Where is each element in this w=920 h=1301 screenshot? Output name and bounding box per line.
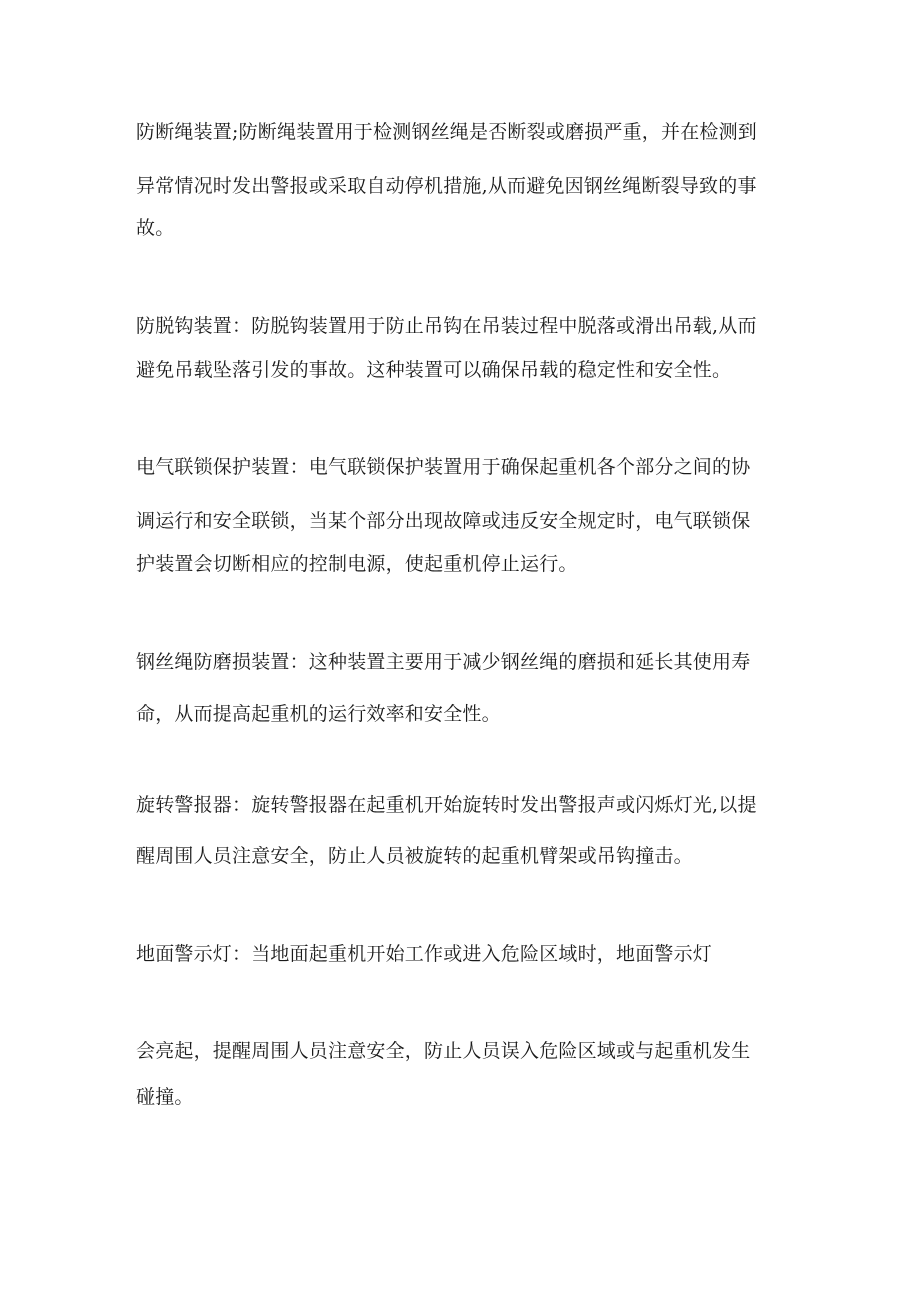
text-line: 护装置会切断相应的控制电源，使起重机停止运行。	[136, 553, 578, 575]
text-line: 异常情况时发出警报或采取自动停机措施,从而避免因钢丝绳断裂导致的事	[136, 175, 757, 197]
text-line: 防脱钩装置：防脱钩装置用于防止吊钩在吊装过程中脱落或滑出吊载,从而	[136, 315, 757, 337]
text-line: 会亮起，提醒周围人员注意安全，防止人员误入危险区域或与起重机发生	[136, 1040, 751, 1062]
text-line: 电气联锁保护装置：电气联锁保护装置用于确保起重机各个部分之间的协	[136, 456, 751, 478]
text-line: 命，从而提高起重机的运行效率和安全性。	[136, 703, 501, 725]
text-line: 钢丝绳防磨损装置：这种装置主要用于减少钢丝绳的磨损和延长其使用寿	[136, 651, 751, 673]
text-line: 旋转警报器：旋转警报器在起重机开始旋转时发出警报声或闪烁灯光,以提	[136, 794, 757, 816]
text-line: 醒周围人员注意安全，防止人员被旋转的起重机臂架或吊钩撞击。	[136, 845, 693, 867]
text-line: 调运行和安全联锁，当某个部分出现故障或违反安全规定时，电气联锁保	[136, 510, 751, 532]
text-line: 防断绳装置;防断绳装置用于检测钢丝绳是否断裂或磨损严重，并在检测到	[136, 121, 758, 143]
text-line: 故。	[136, 217, 175, 239]
text-line: 地面警示灯：当地面起重机开始工作或进入危险区域时，地面警示灯	[136, 943, 713, 965]
text-line: 避免吊载坠落引发的事故。这种装置可以确保吊载的稳定性和安全性。	[136, 359, 732, 381]
text-line: 碰撞。	[136, 1086, 194, 1108]
